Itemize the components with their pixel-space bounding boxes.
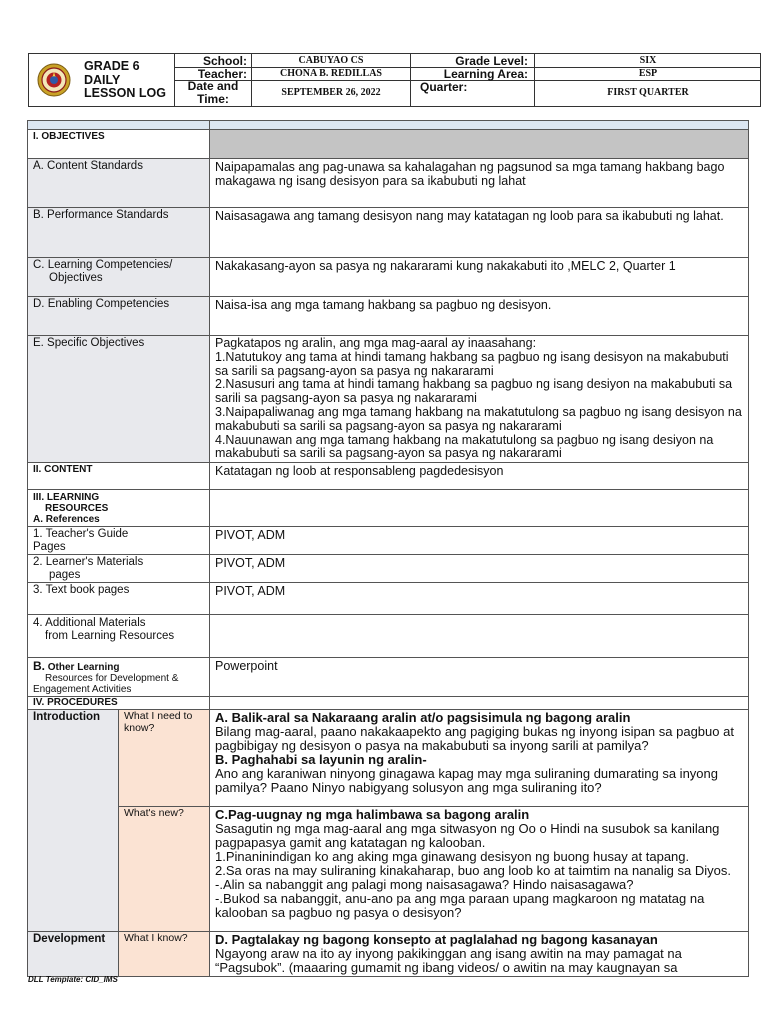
textbook-pages-value: PIVOT, ADM: [210, 583, 749, 615]
heading-line: III. LEARNING: [33, 492, 100, 504]
label-line: 4. Additional Materials: [33, 617, 146, 630]
linking-block: [210, 807, 749, 932]
lesson-log-table: [27, 120, 749, 977]
other-resources-label: [28, 658, 210, 697]
section-c-line: -.Alin sa nabanggit ang palagi mong naisasagawa? Hindo naisasagawa?: [215, 877, 634, 893]
learners-materials-value: PIVOT, ADM: [210, 555, 749, 583]
learning-area-value: ESP: [638, 68, 658, 79]
performance-standards-value: Naisasagawa ang tamang desisyon nang may katatagan ng loob para sa ikabubuti ng lahat.: [210, 208, 749, 258]
date-label: Date and Time:: [187, 79, 239, 106]
quarter-value: FIRST QUARTER: [607, 87, 689, 98]
review-block: [210, 710, 749, 807]
label-line: Pages: [33, 540, 66, 553]
title-line: DAILY: [84, 72, 121, 87]
learning-resources-heading: [28, 490, 210, 527]
objectives-heading: I. OBJECTIVES: [28, 130, 210, 159]
school-value: CABUYAO CS: [298, 55, 364, 66]
section-c-line: -.Bukod sa nabanggit, anu-ano pa ang mga paraan upang magkaroon ng matatag na kalooban sa pagbuo ng pasya o desisyon?: [215, 891, 705, 921]
label-line: from Learning Resources: [45, 629, 175, 642]
section-c-line: 2.Sa oras na may suliraning kinakaharap, buo ang loob ko at taimtim na nanalig sa Diyos.: [215, 863, 731, 879]
label-line: Resources for Development &: [45, 673, 179, 685]
objective-line: 4.Nauunawan ang mga tamang hakbang na makatutulong sa pagbuo ng isang desiyon na makabubuti sa sarili sa pagsang-ayon sa pasya ng nakararami: [215, 432, 714, 461]
additional-materials-label: [28, 615, 210, 658]
quarter-label: Quarter:: [420, 80, 468, 94]
content-heading: II. CONTENT: [28, 463, 210, 490]
label-line: Other Learning: [47, 662, 120, 674]
learning-competencies-value: Nakakasang-ayon sa pasya ng nakararami kung nakakabuti ito ,MELC 2, Quarter 1: [210, 258, 749, 297]
objectives-grey-bar: [210, 130, 749, 159]
section-b-text: Ano ang karaniwan ninyong ginagawa kapag may mga suliraning dumarating sa inyong pamilya? Paano Ninyo nabigyang solusyon ang mga suliraning ito?: [215, 766, 718, 796]
discussion-block: [210, 932, 749, 977]
section-d-text: Ngayong araw na ito ay inyong pakikinggan ang isang awitin na may pamagat na “Pagsubok”. (maaaring gumamit ng ibang videos/ o awitin na may kaugnayan sa: [215, 946, 682, 976]
label-line: 2. Learner's Materials: [33, 556, 144, 569]
date-value: SEPTEMBER 26, 2022: [281, 87, 381, 98]
teachers-guide-value: PIVOT, ADM: [210, 527, 749, 555]
learners-materials-label: [28, 555, 210, 583]
objective-line: 3.Naipapaliwanag ang mga tamang hakbang na makatutulong sa pagbuo ng isang desisyon na makabubuti sa sarili sa pagsang-ayon sa pasya ng nakararami: [215, 404, 742, 433]
learning-competencies-label: [28, 258, 210, 297]
learning-area-label: Learning Area:: [443, 67, 528, 81]
title-line: LESSON LOG: [84, 86, 166, 100]
grade-level-value: SIX: [639, 55, 657, 66]
heading-line: RESOURCES: [45, 503, 109, 515]
section-c-line: 1.Pinaninindigan ko ang aking mga ginawang desisyon ng buong husay at tapang.: [215, 849, 690, 865]
school-label: School:: [203, 54, 247, 68]
section-a-title: A. Balik-aral sa Nakaraang aralin at/o pagsisimula ng bagong aralin: [215, 710, 631, 726]
label-line: 1. Teacher's Guide: [33, 528, 129, 541]
learning-resources-value: [210, 490, 749, 527]
teacher-value: CHONA B. REDILLAS: [280, 68, 382, 79]
label-line: C. Learning Competencies/: [33, 259, 173, 271]
what-i-need-to-know-label: What I need to know?: [119, 710, 210, 807]
grade-level-label: Grade Level:: [455, 54, 528, 68]
label-line: Engagement Activities: [33, 684, 132, 696]
objective-line: Pagkatapos ng aralin, ang mga mag-aaral ay inaasahang:: [215, 336, 537, 350]
development-label: Development: [28, 932, 119, 977]
section-a-text: Bilang mag-aaral, paano nakakaapekto ang pagiging bukas ng inyong isipan sa pagbuo at pagbibigay ng desisyon o pasya na makabubuti sa inyong sarili at pamilya?: [215, 724, 734, 754]
procedures-heading: IV. PROCEDURES: [28, 697, 210, 710]
section-c-line: Sasagutin ng mga mag-aaral ang mga sitwasyon ng Oo o Hindi na susubok sa kanilang pagpapasya gamit ang katatagan ng kalooban.: [215, 821, 720, 851]
whats-new-label: What's new?: [119, 807, 210, 932]
objective-line: 1.Natutukoy ang tama at hindi tamang hakbang sa pagbuo ng isang desisyon na makabubuti sa sarili sa pagsang-ayon sa pasya ng nakararami: [215, 349, 729, 378]
header-box: [28, 53, 761, 107]
section-b-title: B. Paghahabi sa layunin ng aralin-: [215, 752, 427, 768]
deped-seal-icon: [37, 63, 71, 97]
other-resources-value: Powerpoint: [210, 658, 749, 697]
specific-objectives-value: [210, 336, 749, 463]
content-standards-value: Naipapamalas ang pag-unawa sa kahalagahan ng pagsunod sa mga tamang hakbang bago makagawa ng isang desisyon para sa ikabubuti ng lahat: [210, 159, 749, 208]
textbook-pages-label: 3. Text book pages: [28, 583, 210, 615]
label-line: pages: [49, 568, 81, 581]
title-line: GRADE 6: [84, 59, 140, 73]
teacher-label: Teacher:: [197, 67, 247, 81]
content-value: Katatagan ng loob at responsableng pagdedesisyon: [210, 463, 749, 490]
heading-bar-left: [28, 121, 210, 130]
introduction-label: Introduction: [28, 710, 119, 932]
procedures-value: [210, 697, 749, 710]
content-standards-label: A. Content Standards: [28, 159, 210, 208]
letter: B.: [33, 659, 45, 674]
heading-bar-right: [210, 121, 749, 130]
section-c-title: C.Pag-uugnay ng mga halimbawa sa bagong aralin: [215, 807, 530, 823]
section-d-title: D. Pagtalakay ng bagong konsepto at paglalahad ng bagong kasanayan: [215, 932, 658, 948]
label-line: Objectives: [49, 271, 103, 284]
enabling-competencies-value: Naisa-isa ang mga tamang hakbang sa pagbuo ng desisyon.: [210, 297, 749, 336]
references-label: A. References: [33, 514, 100, 526]
template-footer: DLL Template: CID_IMS: [28, 975, 118, 984]
objective-line: 2.Nasusuri ang tama at hindi tamang hakbang sa pagbuo ng isang desiyon na makabubuti sa sarili sa pagsang-ayon sa pasya ng nakararami: [215, 377, 733, 406]
performance-standards-label: B. Performance Standards: [28, 208, 210, 258]
what-i-know-label: What I know?: [119, 932, 210, 977]
enabling-competencies-label: D. Enabling Competencies: [28, 297, 210, 336]
specific-objectives-label: E. Specific Objectives: [28, 336, 210, 463]
teachers-guide-label: [28, 527, 210, 555]
additional-materials-value: [210, 615, 749, 658]
